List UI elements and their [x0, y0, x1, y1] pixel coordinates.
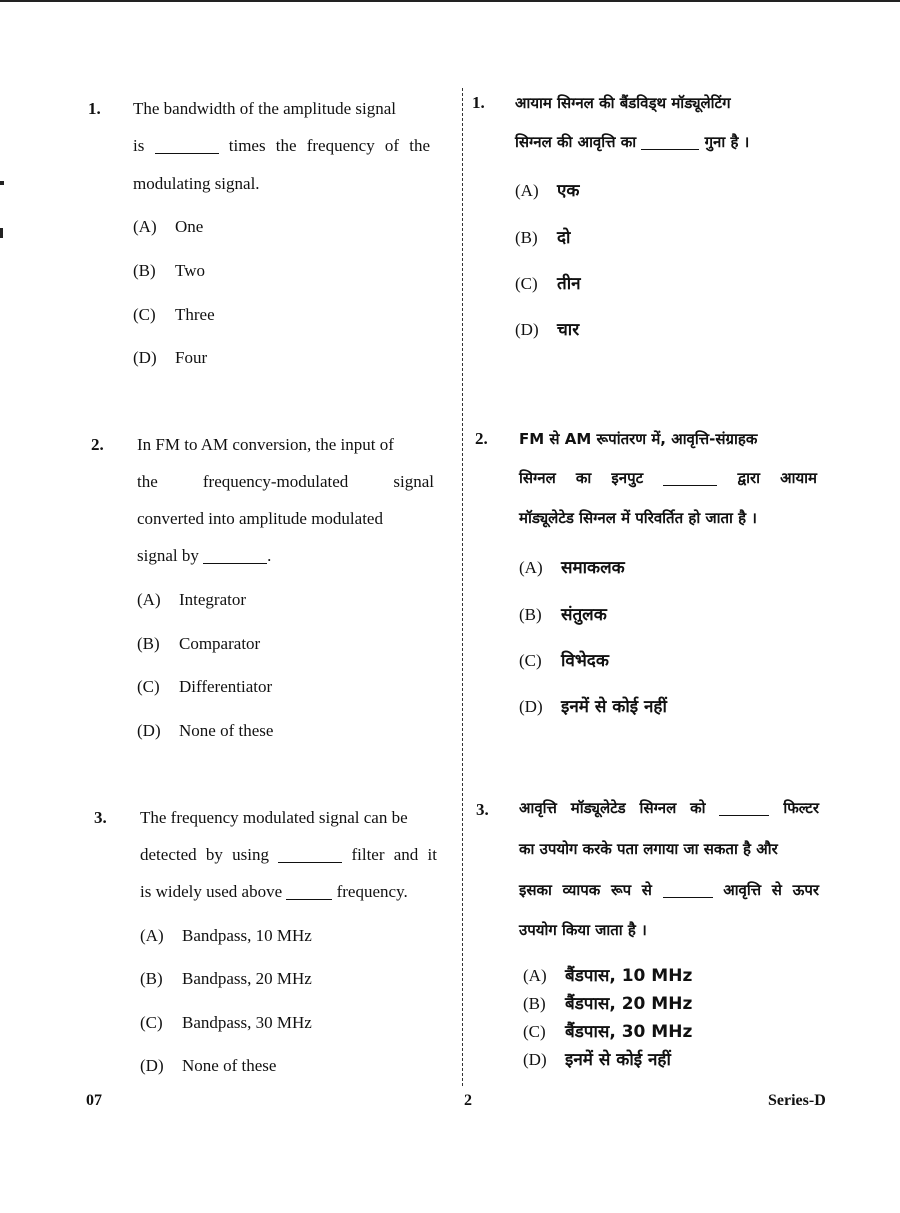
- question-text-line: modulating signal.: [133, 174, 260, 193]
- answer-blank: [641, 134, 699, 150]
- question-text-line: उपयोग किया जाता है ।: [519, 921, 647, 939]
- answer-blank: [286, 882, 332, 900]
- option-b[interactable]: (B) Two: [133, 261, 205, 280]
- question-number: 3.: [94, 808, 107, 827]
- option-b[interactable]: (B) Comparator: [137, 634, 261, 653]
- answer-blank: [278, 845, 342, 863]
- option-a[interactable]: (A) One: [133, 217, 204, 236]
- option-c[interactable]: (C) विभेदक: [519, 651, 609, 671]
- question-text-line: का उपयोग करके पता लगाया जा सकता है और: [519, 840, 778, 858]
- question-text-line: The bandwidth of the amplitude signal: [133, 99, 396, 118]
- option-d[interactable]: (D) इनमें से कोई नहीं: [523, 1050, 671, 1070]
- answer-blank: [719, 800, 769, 816]
- question-text-line: इसका व्यापक रूप से आवृत्ति से ऊपर: [519, 881, 819, 899]
- question-text-line: सिग्नल का इनपुट द्वारा आयाम: [519, 469, 817, 487]
- option-d[interactable]: (D) None of these: [137, 721, 274, 740]
- option-d[interactable]: (D) इनमें से कोई नहीं: [519, 697, 667, 717]
- option-b[interactable]: (B) संतुलक: [519, 605, 607, 625]
- question-text-line: converted into amplitude modulated: [137, 509, 383, 528]
- question-text-line: आयाम सिग्नल की बैंडविड्थ मॉड्यूलेटिंग: [515, 94, 731, 112]
- top-rule: [0, 0, 900, 2]
- question-number: 3.: [476, 800, 489, 819]
- answer-blank: [663, 470, 717, 486]
- option-d[interactable]: (D) Four: [133, 348, 208, 367]
- question-number: 2.: [475, 429, 488, 448]
- option-d[interactable]: (D) चार: [515, 320, 580, 340]
- page-number: 2: [464, 1092, 472, 1109]
- series-label: Series-D: [768, 1092, 826, 1109]
- question-text-line: is widely used above frequency.: [140, 882, 408, 901]
- question-number: 1.: [472, 93, 485, 112]
- question-text-line: आवृत्ति मॉड्यूलेटेड सिग्नल को फिल्टर: [519, 799, 819, 817]
- option-c[interactable]: (C) बैंडपास, 30 MHz: [523, 1022, 693, 1042]
- option-a[interactable]: (A) एक: [515, 181, 580, 201]
- question-text-line: The frequency modulated signal can be: [140, 808, 408, 827]
- option-c[interactable]: (C) तीन: [515, 274, 581, 294]
- option-d[interactable]: (D) None of these: [140, 1056, 277, 1075]
- question-text-line: सिग्नल की आवृत्ति का गुना है ।: [515, 133, 750, 151]
- question-text-line: is times the frequency of the: [133, 136, 431, 155]
- question-text-line: In FM to AM conversion, the input of: [137, 435, 394, 454]
- answer-blank: [663, 882, 713, 898]
- question-text-line: detected by using filter and it: [140, 845, 437, 864]
- question-text-line: FM से AM रूपांतरण में, आवृत्ति-संग्राहक: [519, 430, 758, 448]
- option-c[interactable]: (C) Bandpass, 30 MHz: [140, 1013, 312, 1032]
- question-text-line: the frequency-modulated signal: [137, 472, 434, 491]
- question-number: 1.: [88, 99, 101, 118]
- column-divider: [462, 88, 463, 1086]
- option-a[interactable]: (A) Bandpass, 10 MHz: [140, 926, 312, 945]
- question-text-line: मॉड्यूलेटेड सिग्नल में परिवर्तित हो जाता है ।: [519, 509, 757, 527]
- option-c[interactable]: (C) Three: [133, 305, 215, 324]
- option-b[interactable]: (B) Bandpass, 20 MHz: [140, 969, 312, 988]
- option-a[interactable]: (A) Integrator: [137, 590, 247, 609]
- answer-blank: [203, 546, 267, 564]
- option-b[interactable]: (B) बैंडपास, 20 MHz: [523, 994, 693, 1014]
- option-b[interactable]: (B) दो: [515, 228, 571, 248]
- answer-blank: [155, 136, 219, 154]
- margin-mark: [0, 228, 3, 238]
- question-text-line: signal by .: [137, 546, 272, 565]
- option-c[interactable]: (C) Differentiator: [137, 677, 273, 696]
- question-number: 2.: [91, 435, 104, 454]
- option-a[interactable]: (A) बैंडपास, 10 MHz: [523, 966, 693, 986]
- footer-code: 07: [86, 1092, 102, 1109]
- margin-mark: [0, 181, 4, 185]
- option-a[interactable]: (A) समाकलक: [519, 558, 625, 578]
